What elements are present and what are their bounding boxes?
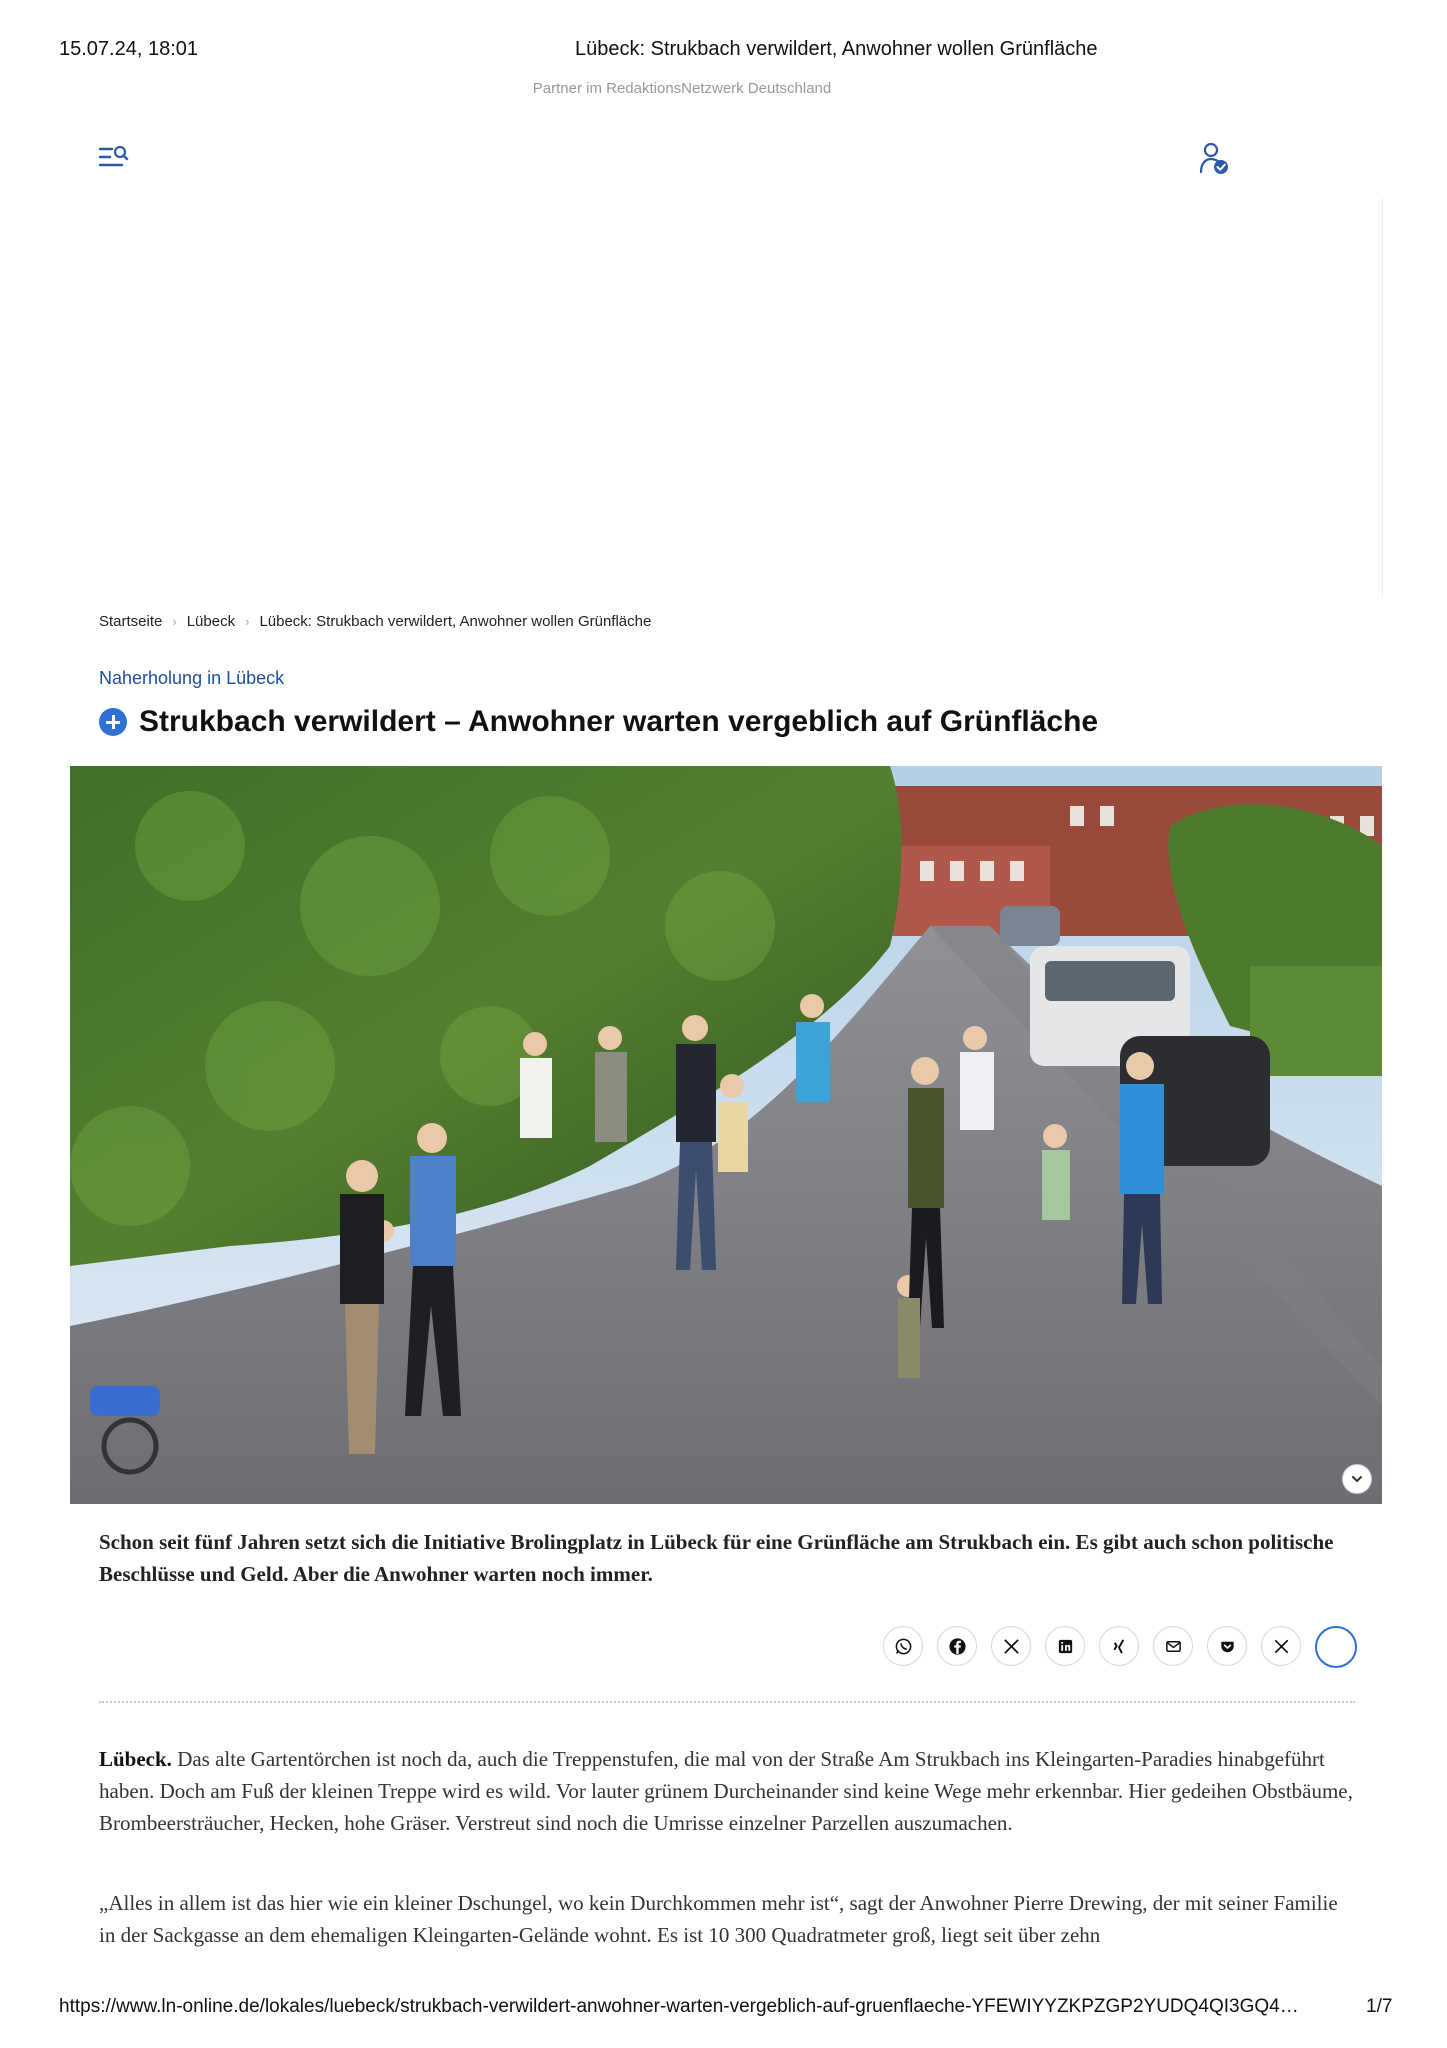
dateline: Lübeck. bbox=[99, 1747, 172, 1771]
article-paragraph-2: „Alles in allem ist das hier wie ein kleiner Dschungel, wo kein Durchkommen mehr ist“, sagt der Anwohner Pierre Drewing, der mit seiner Familie in der Sackgasse an dem ehemaligen Kleingarten-Gelände wohnt. Es ist 10 300 Quadratmeter groß, liegt seit über zehn bbox=[99, 1891, 1338, 1947]
user-verified-icon-svg bbox=[1198, 141, 1232, 177]
chevron-right-icon: › bbox=[245, 614, 250, 629]
pocket-icon[interactable] bbox=[1207, 1626, 1247, 1666]
whatsapp-icon[interactable] bbox=[883, 1626, 923, 1666]
article-paragraph-1 bbox=[99, 1743, 1359, 1839]
hero-photo bbox=[70, 766, 1382, 1504]
article-headline: Strukbach verwildert – Anwohner warten vergeblich auf Grünfläche bbox=[139, 705, 1099, 738]
print-footer-url: https://www.ln-online.de/lokales/luebeck/strukbach-verwildert-anwohner-warten-vergeblich-auf-gruenflaeche-YFEWIYYZKPZGP2YUDQ4QI3GQ4… bbox=[59, 1996, 1299, 2017]
chevron-down-icon bbox=[1350, 1472, 1364, 1486]
share-bar bbox=[883, 1626, 1357, 1668]
x-icon[interactable] bbox=[991, 1626, 1031, 1666]
headline-row bbox=[99, 705, 1098, 739]
print-date: 15.07.24, 18:01 bbox=[59, 38, 199, 60]
linkedin-icon[interactable] bbox=[1045, 1626, 1085, 1666]
mail-icon[interactable] bbox=[1153, 1626, 1193, 1666]
xing-icon[interactable] bbox=[1099, 1626, 1139, 1666]
facebook-icon[interactable] bbox=[937, 1626, 977, 1666]
user-verified-icon[interactable] bbox=[1198, 141, 1232, 177]
close-icon[interactable] bbox=[1261, 1626, 1301, 1666]
menu-search-icon[interactable] bbox=[98, 143, 132, 173]
hero-image bbox=[70, 766, 1382, 1504]
plus-premium-icon bbox=[99, 708, 127, 736]
ad-placeholder bbox=[70, 198, 1383, 598]
print-title: Lübeck: Strukbach verwildert, Anwohner wollen Grünfläche bbox=[575, 38, 1098, 60]
partner-line: Partner im RedaktionsNetzwerk Deutschland bbox=[532, 80, 832, 97]
circle-icon[interactable] bbox=[1315, 1626, 1357, 1668]
breadcrumb-current: Lübeck: Strukbach verwildert, Anwohner wollen Grünfläche bbox=[259, 613, 652, 630]
breadcrumb-luebeck[interactable]: Lübeck bbox=[186, 613, 236, 630]
page-number: 1/7 bbox=[1366, 1996, 1393, 2017]
article-teaser: Schon seit fünf Jahren setzt sich die Initiative Brolingplatz in Lübeck für eine Grünfläche am Strukbach ein. Es gibt auch schon politische Beschlüsse und Geld. Aber die Anwohner warten noch immer. bbox=[99, 1530, 1334, 1586]
article-kicker[interactable]: Naherholung in Lübeck bbox=[99, 668, 285, 688]
article-divider bbox=[99, 1701, 1355, 1703]
chevron-right-icon: › bbox=[172, 614, 177, 629]
menu-search-icon-svg bbox=[98, 143, 132, 173]
paragraph-1-text: Das alte Gartentörchen ist noch da, auch die Treppenstufen, die mal von der Straße Am Strukbach ins Kleingarten-Paradies hinabgeführt haben. Doch am Fuß der kleinen Treppe wird es wild. Vor lauter grünem Durcheinander sind keine Wege mehr erkennbar. Hier gedeihen Obstbäume, Brombeersträucher, Hecken, hohe Gräser. Verstreut sind noch die Umrisse einzelner Parzellen auszumachen. bbox=[99, 1747, 1353, 1835]
image-caption-toggle[interactable] bbox=[1342, 1464, 1372, 1494]
breadcrumb bbox=[99, 613, 651, 630]
breadcrumb-home[interactable]: Startseite bbox=[99, 613, 163, 630]
